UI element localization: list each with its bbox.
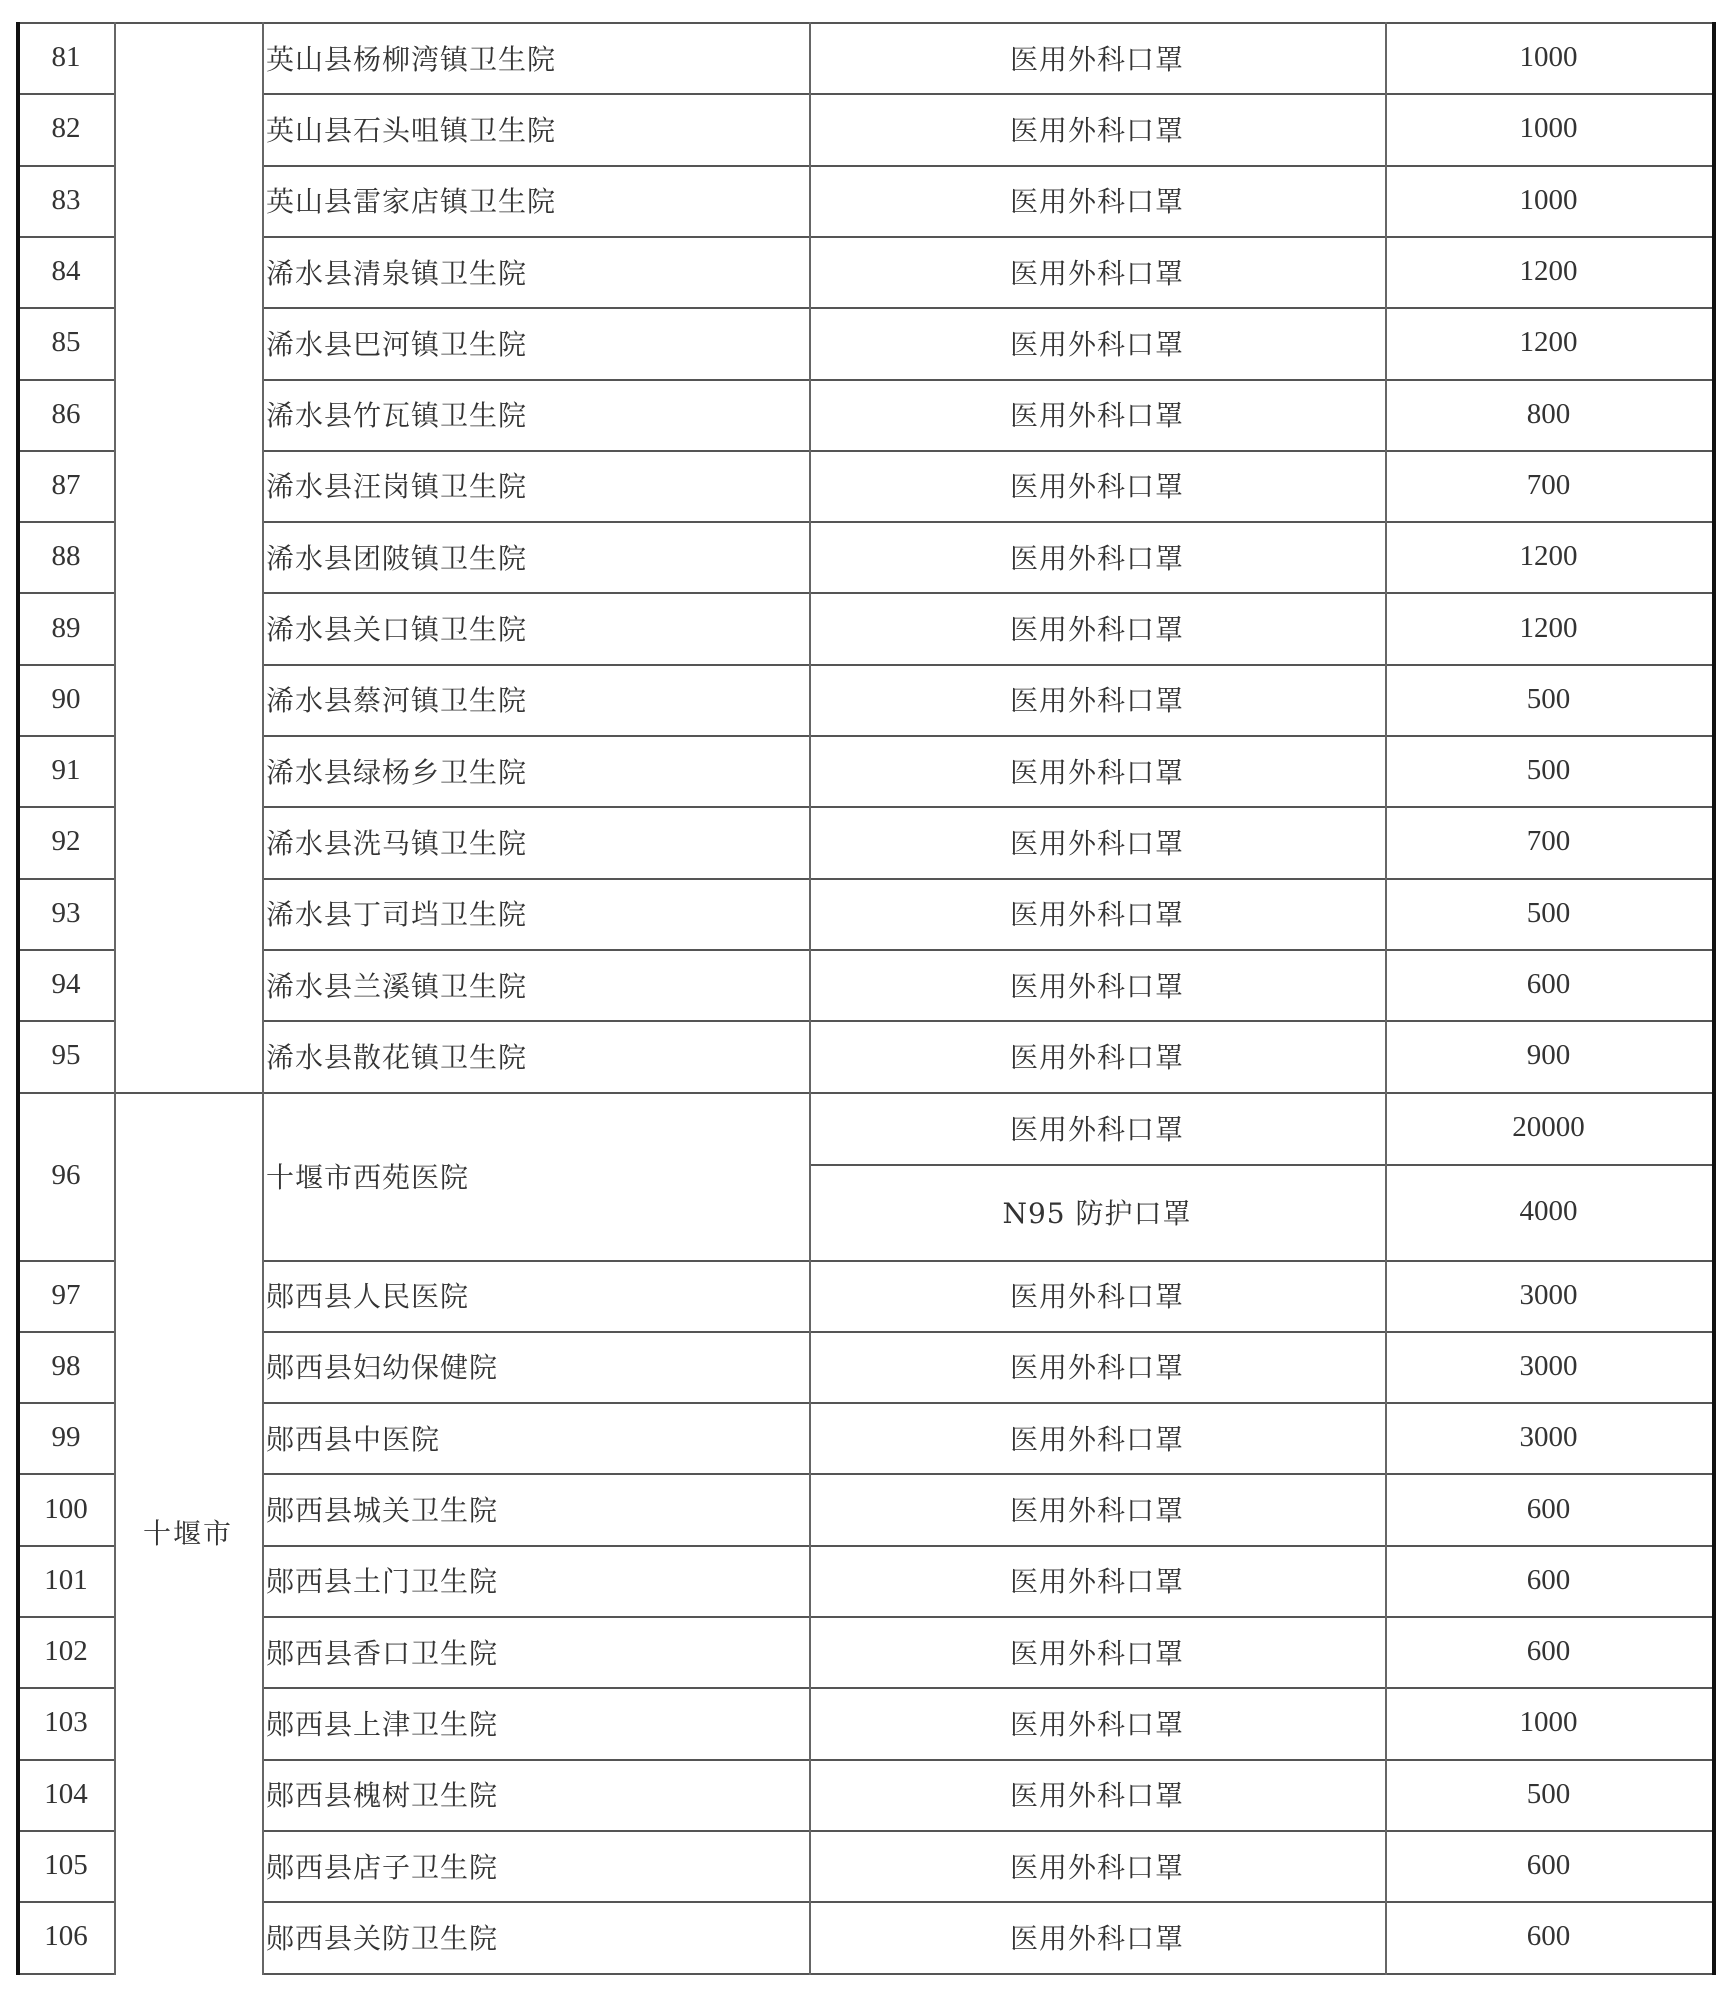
hospital-name: 郧西县城关卫生院	[266, 1494, 499, 1528]
hospital-name: 浠水县洗马镇卫生院	[266, 826, 528, 860]
hospital-name: 浠水县丁司垱卫生院	[266, 898, 528, 932]
row-number: 86	[51, 397, 81, 430]
row-number: 102	[44, 1635, 88, 1668]
item-quantity: 700	[1526, 825, 1571, 858]
item-quantity: 600	[1526, 1920, 1571, 1953]
item-quantity: 3000	[1519, 1278, 1578, 1311]
item-quantity: 1000	[1519, 112, 1578, 145]
item-quantity: 1200	[1519, 540, 1578, 573]
hospital-name: 英山县石头咀镇卫生院	[266, 113, 557, 147]
item-quantity: 600	[1526, 1563, 1571, 1596]
item-name: 医用外科口罩	[1009, 1636, 1184, 1670]
row-number: 82	[51, 112, 81, 145]
item-name: 医用外科口罩	[1009, 399, 1184, 433]
item-name: 医用外科口罩	[1009, 969, 1184, 1003]
item-quantity: 1200	[1519, 255, 1578, 288]
row-number: 89	[51, 611, 81, 644]
hospital-name: 郧西县店子卫生院	[266, 1850, 499, 1884]
item-quantity: 500	[1526, 754, 1571, 787]
item-quantity: 1000	[1519, 1706, 1578, 1739]
item-quantity: 4000	[1519, 1195, 1578, 1227]
hospital-name: 郧西县妇幼保健院	[266, 1351, 499, 1385]
hospital-name: 浠水县蔡河镇卫生院	[266, 684, 528, 718]
row-number: 87	[51, 468, 81, 501]
hospital-name: 郧西县关防卫生院	[266, 1921, 499, 1955]
hospital-name: 英山县杨柳湾镇卫生院	[266, 42, 557, 76]
item-quantity: 600	[1526, 1849, 1571, 1882]
row-number: 96	[51, 1159, 81, 1191]
hospital-name: 郧西县人民医院	[266, 1280, 470, 1314]
item-quantity: 3000	[1519, 1421, 1578, 1454]
row-number: 95	[51, 1039, 81, 1072]
item-name: 医用外科口罩	[1009, 1422, 1184, 1456]
hospital-name: 浠水县清泉镇卫生院	[266, 256, 528, 290]
hospital-name: 郧西县上津卫生院	[266, 1707, 499, 1741]
item-name: 医用外科口罩	[1009, 755, 1184, 789]
item-name: 医用外科口罩	[1009, 1494, 1184, 1528]
item-name: N95 防护口罩	[1002, 1196, 1192, 1230]
item-name: 医用外科口罩	[1009, 541, 1184, 575]
row-number: 90	[51, 682, 81, 715]
item-quantity: 700	[1526, 468, 1571, 501]
item-quantity: 1200	[1519, 611, 1578, 644]
item-quantity: 1200	[1519, 326, 1578, 359]
item-quantity: 800	[1526, 397, 1571, 430]
item-name: 医用外科口罩	[1009, 1280, 1184, 1314]
hospital-name: 郧西县中医院	[266, 1422, 441, 1456]
item-name: 医用外科口罩	[1009, 1565, 1184, 1599]
item-quantity: 500	[1526, 1777, 1571, 1810]
row-number: 83	[51, 183, 81, 216]
item-quantity: 1000	[1519, 183, 1578, 216]
item-name: 医用外科口罩	[1009, 826, 1184, 860]
item-name: 医用外科口罩	[1009, 1707, 1184, 1741]
item-name: 医用外科口罩	[1009, 1040, 1184, 1074]
row-number: 105	[44, 1849, 88, 1882]
item-quantity: 600	[1526, 1635, 1571, 1668]
row-number: 84	[51, 255, 81, 288]
row-number: 93	[51, 896, 81, 929]
row-divider	[18, 1973, 114, 1975]
row-number: 98	[51, 1349, 81, 1382]
item-name: 医用外科口罩	[1009, 470, 1184, 504]
hospital-name: 郧西县土门卫生院	[266, 1565, 499, 1599]
table-right-border	[1712, 22, 1716, 1975]
row-number: 106	[44, 1920, 88, 1953]
row-number: 81	[51, 41, 81, 74]
item-name: 医用外科口罩	[1009, 42, 1184, 76]
item-name: 医用外科口罩	[1009, 327, 1184, 361]
row-number: 104	[44, 1777, 88, 1810]
region-cell	[114, 22, 262, 1092]
row-number: 92	[51, 825, 81, 858]
item-name: 医用外科口罩	[1009, 256, 1184, 290]
row-number: 101	[44, 1563, 88, 1596]
item-name: 医用外科口罩	[1009, 613, 1184, 647]
hospital-name: 浠水县团陂镇卫生院	[266, 541, 528, 575]
item-quantity: 500	[1526, 682, 1571, 715]
hospital-name: 浠水县兰溪镇卫生院	[266, 969, 528, 1003]
item-quantity: 20000	[1512, 1111, 1585, 1143]
hospital-name: 郧西县槐树卫生院	[266, 1779, 499, 1813]
hospital-name: 浠水县散花镇卫生院	[266, 1040, 528, 1074]
item-name: 医用外科口罩	[1009, 898, 1184, 932]
row-number: 91	[51, 754, 81, 787]
hospital-name: 浠水县汪岗镇卫生院	[266, 470, 528, 504]
hospital-name: 十堰市西苑医院	[266, 1160, 470, 1194]
hospital-name: 郧西县香口卫生院	[266, 1636, 499, 1670]
hospital-name: 浠水县竹瓦镇卫生院	[266, 399, 528, 433]
item-quantity: 500	[1526, 896, 1571, 929]
row-number: 99	[51, 1421, 81, 1454]
item-quantity: 600	[1526, 1492, 1571, 1525]
item-name: 医用外科口罩	[1009, 1921, 1184, 1955]
item-quantity: 3000	[1519, 1349, 1578, 1382]
item-name: 医用外科口罩	[1009, 1112, 1184, 1146]
item-name: 医用外科口罩	[1009, 185, 1184, 219]
item-quantity: 1000	[1519, 41, 1578, 74]
hospital-name: 英山县雷家店镇卫生院	[266, 185, 557, 219]
item-quantity: 900	[1526, 1039, 1571, 1072]
item-name: 医用外科口罩	[1009, 1850, 1184, 1884]
item-name: 医用外科口罩	[1009, 1351, 1184, 1385]
row-number: 88	[51, 540, 81, 573]
row-number: 97	[51, 1278, 81, 1311]
row-number: 100	[44, 1492, 88, 1525]
item-name: 医用外科口罩	[1009, 113, 1184, 147]
item-name: 医用外科口罩	[1009, 684, 1184, 718]
item-name: 医用外科口罩	[1009, 1779, 1184, 1813]
row-number: 85	[51, 326, 81, 359]
row-number: 103	[44, 1706, 88, 1739]
item-quantity: 600	[1526, 968, 1571, 1001]
region-cell: 十堰市	[142, 1517, 233, 1550]
hospital-name: 浠水县关口镇卫生院	[266, 613, 528, 647]
hospital-name: 浠水县巴河镇卫生院	[266, 327, 528, 361]
row-number: 94	[51, 968, 81, 1001]
row-divider	[262, 1973, 1712, 1975]
hospital-name: 浠水县绿杨乡卫生院	[266, 755, 528, 789]
